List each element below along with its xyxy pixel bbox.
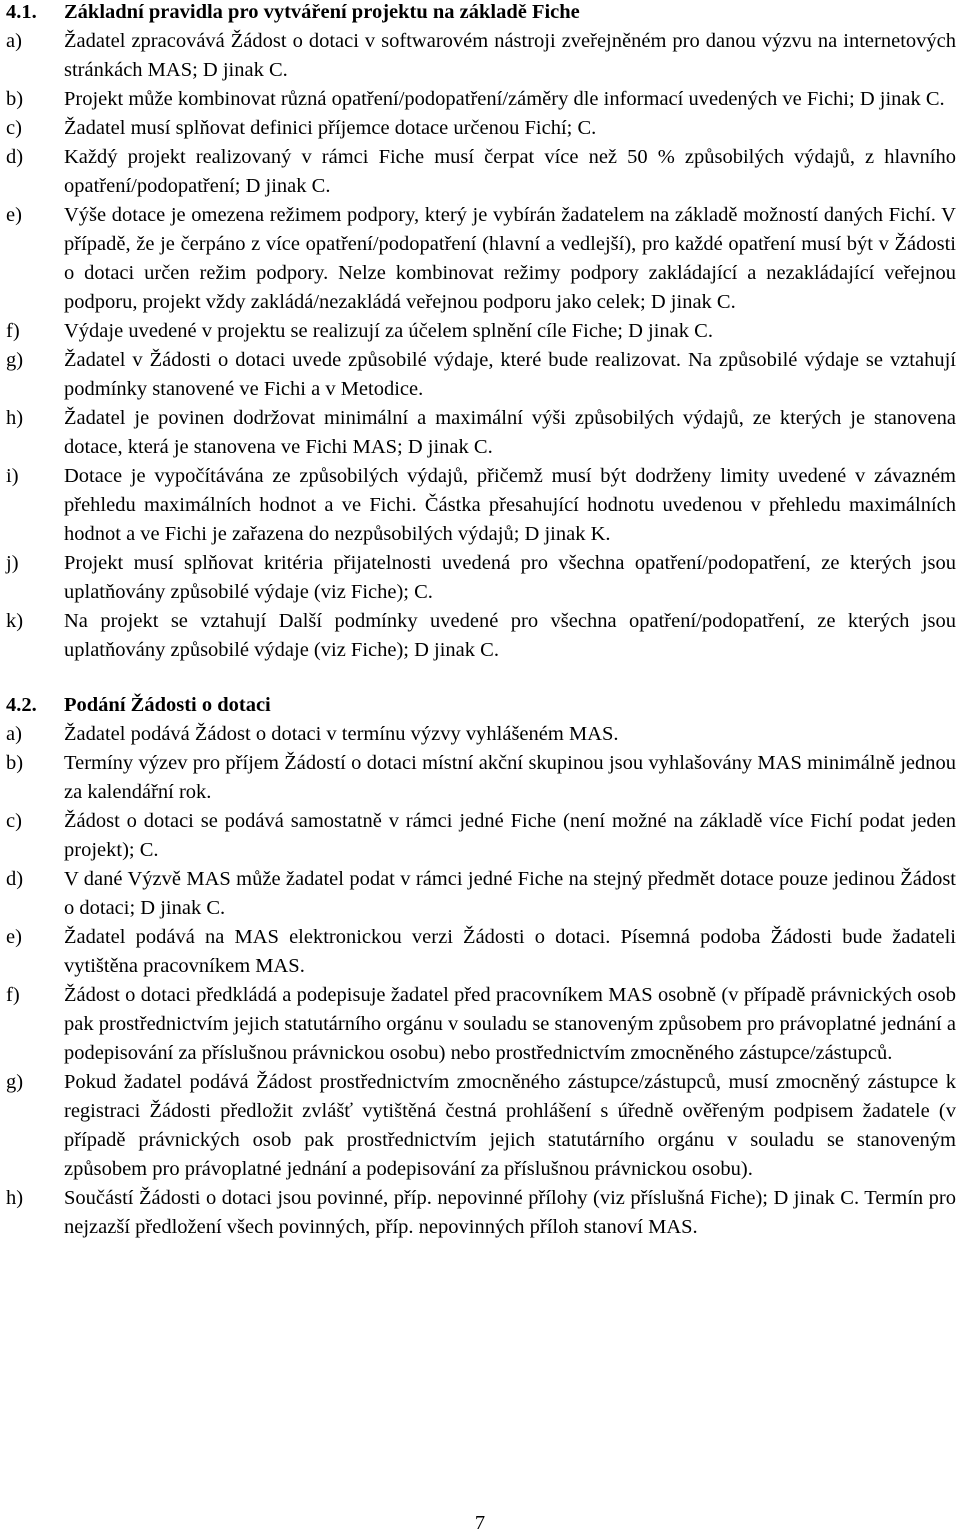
list-item-text: Projekt musí splňovat kritéria přijatelnosti uvedená pro všechna opatření/podopatření, ze kterých jsou uplatňovány způsobilé výdaje (viz Fiche); C. [64, 552, 956, 603]
list-item [6, 404, 956, 462]
list-item-text: V dané Výzvě MAS může žadatel podat v rámci jedné Fiche na stejný předmět dotace pouze jedinou Žádost o dotaci; D jinak C. [64, 868, 956, 919]
section-number: 4.2. [6, 694, 37, 716]
list-item-label: j) [6, 552, 19, 574]
page-number: 7 [474, 1512, 486, 1534]
list-item-label: a) [6, 30, 22, 52]
list-item [6, 807, 956, 865]
section-heading [6, 691, 956, 720]
list-item-text: Součástí Žádosti o dotaci jsou povinné, příp. nepovinné přílohy (viz příslušná Fiche); D jinak C. Termín pro nejzazší předložení všech povinných, příp. nepovinných příloh stanoví MAS. [64, 1187, 956, 1238]
list-item-label: f) [6, 984, 20, 1006]
list-item-text: Pokud žadatel podává Žádost prostřednictvím zmocněného zástupce/zástupců, musí zmocněný zástupce k registraci Žádosti předložit zvlášť vytištěná čestná prohlášení s úředně ověřeným podpisem žadatele (v případě právnických osob pak prostřednictvím jejich statutárního orgánu v souladu se stanoveným způsobem pro právoplatné jednání a podepisování za příslušnou právnickou osobu). [64, 1071, 956, 1180]
list-item-text: Na projekt se vztahují Další podmínky uvedené pro všechna opatření/podopatření, ze kterých jsou uplatňovány způsobilé výdaje (viz Fiche); D jinak C. [64, 610, 956, 661]
section-number: 4.1. [6, 1, 37, 23]
list-item [6, 1068, 956, 1184]
list-item [6, 201, 956, 317]
list-item-label: h) [6, 1187, 24, 1209]
list-item-text: Žadatel podává na MAS elektronickou verzi Žádosti o dotaci. Písemná podoba Žádosti bude žadateli vytištěna pracovníkem MAS. [64, 926, 956, 977]
section-title: Základní pravidla pro vytváření projektu na základě Fiche [64, 1, 580, 23]
list-item [6, 865, 956, 923]
list-item [6, 114, 956, 143]
section-title: Podání Žádosti o dotaci [64, 694, 271, 716]
list-item-label: g) [6, 1071, 24, 1093]
list-item-label: d) [6, 868, 24, 890]
list-item-text: Žadatel v Žádosti o dotaci uvede způsobilé výdaje, které bude realizovat. Na způsobilé výdaje se vztahují podmínky stanovené ve Fichi a v Metodice. [64, 349, 956, 400]
list-item-text: Výdaje uvedené v projektu se realizují za účelem splnění cíle Fiche; D jinak C. [64, 320, 713, 342]
list-item [6, 27, 956, 85]
list-item-text: Každý projekt realizovaný v rámci Fiche musí čerpat více než 50 % způsobilých výdajů, z hlavního opatření/podopatření; D jinak C. [64, 146, 956, 197]
list-item-text: Projekt může kombinovat různá opatření/podopatření/záměry dle informací uvedených ve Fichi; D jinak C. [64, 88, 945, 110]
list-item-text: Výše dotace je omezena režimem podpory, který je vybírán žadatelem na základě možností daných Fichí. V případě, že je čerpáno z více opatření/podopatření (hlavní a vedlejší), pro každé opatření musí být v Žádosti o dotaci určen režim podpory. Nelze kombinovat režimy podpory zakládající a nezakládající veřejnou podporu, projekt vždy zakládá/nezakládá veřejnou podporu jako celek; D jinak C. [64, 204, 956, 313]
list-item-label: c) [6, 117, 22, 139]
list-item-text: Žádost o dotaci se podává samostatně v rámci jedné Fiche (není možné na základě více Fichí podat jeden projekt); C. [64, 810, 956, 861]
list-item [6, 749, 956, 807]
list-item [6, 462, 956, 549]
list-item-label: i) [6, 465, 19, 487]
document-page [6, 0, 956, 1242]
list-item-text: Dotace je vypočítávána ze způsobilých výdajů, přičemž musí být dodrženy limity uvedené v závazném přehledu maximálních hodnot a ve Fichi. Částka přesahující hodnotu uvedenou v přehledu maximálních hodnot a ve Fichi je zařazena do nezpůsobilých výdajů; D jinak K. [64, 465, 956, 545]
list-item-text: Žadatel zpracovává Žádost o dotaci v softwarovém nástroji zveřejněném pro danou výzvu na internetových stránkách MAS; D jinak C. [64, 30, 956, 81]
section-heading [6, 0, 956, 27]
list-item-label: k) [6, 610, 24, 632]
list-item-text: Žadatel je povinen dodržovat minimální a maximální výši způsobilých výdajů, ze kterých je stanovena dotace, která je stanovena ve Fichi MAS; D jinak C. [64, 407, 956, 458]
list-item [6, 981, 956, 1068]
list-item [6, 143, 956, 201]
list-item [6, 85, 956, 114]
list-item [6, 346, 956, 404]
list-item [6, 607, 956, 665]
list-item-text: Termíny výzev pro příjem Žádostí o dotaci místní akční skupinou jsou vyhlašovány MAS minimálně jednou za kalendářní rok. [64, 752, 956, 803]
list-item-text: Žadatel podává Žádost o dotaci v termínu výzvy vyhlášeném MAS. [64, 723, 619, 745]
list-item-label: b) [6, 752, 24, 774]
list-item-label: a) [6, 723, 22, 745]
list-item-label: h) [6, 407, 24, 429]
list-item-label: c) [6, 810, 22, 832]
list-item [6, 1184, 956, 1242]
list-item [6, 549, 956, 607]
list-item [6, 720, 956, 749]
list-item-label: g) [6, 349, 24, 371]
list-item-text: Žádost o dotaci předkládá a podepisuje žadatel před pracovníkem MAS osobně (v případě právnických osob pak prostřednictvím jejich statutárního orgánu v souladu se stanoveným způsobem pro právoplatné jednání a podepisování za příslušnou právnickou osobu) nebo prostřednictvím zmocněného zástupce/zástupců. [64, 984, 956, 1064]
list-item-label: e) [6, 926, 22, 948]
list-item-text: Žadatel musí splňovat definici příjemce dotace určenou Fichí; C. [64, 117, 597, 139]
list-item-label: b) [6, 88, 24, 110]
list-item-label: d) [6, 146, 24, 168]
list-item-label: f) [6, 320, 20, 342]
list-item-label: e) [6, 204, 22, 226]
list-item [6, 923, 956, 981]
list-item [6, 317, 956, 346]
